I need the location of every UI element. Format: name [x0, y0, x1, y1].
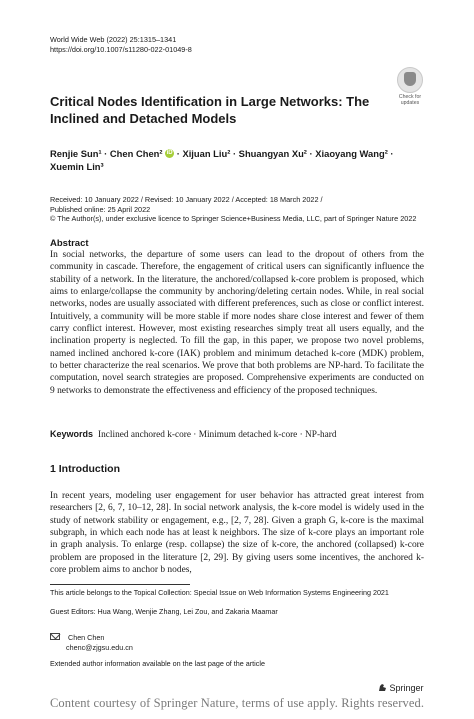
section-heading-introduction: 1 Introduction	[50, 463, 120, 475]
copyright-line: © The Author(s), under exclusive licence to Springer Science+Business Media, LLC, part of Springer Nature 2022	[50, 214, 417, 224]
publication-dates	[50, 195, 440, 224]
authors-part1: Renjie Sun¹ · Chen Chen²	[50, 148, 163, 159]
abstract-heading: Abstract	[50, 238, 89, 249]
dates-line1: Received: 10 January 2022 / Revised: 10 January 2022 / Accepted: 18 March 2022 /	[50, 195, 323, 204]
extended-author-info: Extended author information available on the last page of the article	[50, 659, 265, 668]
contact-block	[50, 633, 104, 642]
springer-horse-icon	[378, 683, 387, 692]
springer-wordmark: Springer	[389, 683, 424, 693]
orcid-icon[interactable]: iD	[166, 150, 173, 156]
guest-editors-note: Guest Editors: Hua Wang, Wenjie Zhang, Lei Zou, and Zakaria Maamar	[50, 607, 278, 616]
topical-collection-note: This article belongs to the Topical Collection: Special Issue on Web Information Systems Engineering 2021	[50, 588, 389, 597]
springer-logo	[378, 683, 424, 693]
check-for-updates-badge[interactable]	[396, 67, 424, 106]
contact-email[interactable]: chenc@zjgsu.edu.cn	[66, 643, 133, 652]
paper-title: Critical Nodes Identification in Large Networks: The Inclined and Detached Models	[50, 94, 370, 126]
content-courtesy-banner: Content courtesy of Springer Nature, terms of use apply. Rights reserved.	[49, 696, 425, 710]
doi-link[interactable]: https://doi.org/10.1007/s11280-022-01049-8	[50, 44, 192, 54]
author-list	[50, 148, 430, 173]
keywords-label: Keywords	[50, 429, 94, 439]
introduction-text: In recent years, modeling user engagement for user behavior has attracted great interest from researchers [2, 6, 7, 10–12, 28]. In social network analysis, the k-core model is widely used in the study of network stability or engagement, e.g., [2, 7, 28]. Given a graph G, k-core is the maximal subgraph, in which each node has at least k neighbors. The size of k-core plays an important role in graph analysis. To enlarge (resp. collapse) the size of k-core, the anchored (collapsed) k-core problem are proposed in the literature [2, 29]. By giving users some incentives, the anchored k-core problem aims to anchor b nodes,	[50, 491, 424, 576]
authors-part3: Xuemin Lin³	[50, 160, 104, 172]
contact-name: Chen Chen	[68, 633, 105, 642]
footnote-rule	[50, 584, 190, 585]
updates-icon	[397, 67, 423, 93]
keywords	[50, 429, 430, 440]
badge-line2: updates	[400, 100, 420, 106]
envelope-icon	[50, 633, 60, 640]
abstract-text: In social networks, the departure of some users can lead to the dropout of others from the community in cascade. Therefore, the engagement of critical users can significantly influence the stability of a network. In the literature, the anchored/collapsed k-core problem is proposed, which aims to enlarge/collapse the community by anchoring/deleting certain nodes. While, in real social networks, nodes are usually associated with different preferences, such as close or conflict interest. Intuitively, a community will be more stable if more nodes share close interest and fewer of them carry conflict interest. However, most existing researches simply treat all users equally, and the inclination property is neglected. To fill the gap, in this paper, we propose two novel problems, named inclined anchored k-core (IAK) problem and minimum detached k-core (MDK) problem, to better characterize the real scenarios. We prove that both problems are NP-hard. To facilitate the computation, novel search strategies are proposed. Comprehensive experiments are conducted on 9 networks to demonstrate the effectiveness and efficiency of the proposed techniques.	[50, 250, 424, 396]
keywords-text: Inclined anchored k-core · Minimum detached k-core · NP-hard	[98, 430, 337, 440]
badge-line1: Check for	[398, 94, 422, 100]
dates-line2: Published online: 25 April 2022	[50, 204, 151, 214]
journal-citation: World Wide Web (2022) 25:1315–1341	[50, 35, 177, 44]
authors-part2: · Xijuan Liu² · Shuangyan Xu² · Xiaoyang Wang² ·	[174, 148, 394, 159]
